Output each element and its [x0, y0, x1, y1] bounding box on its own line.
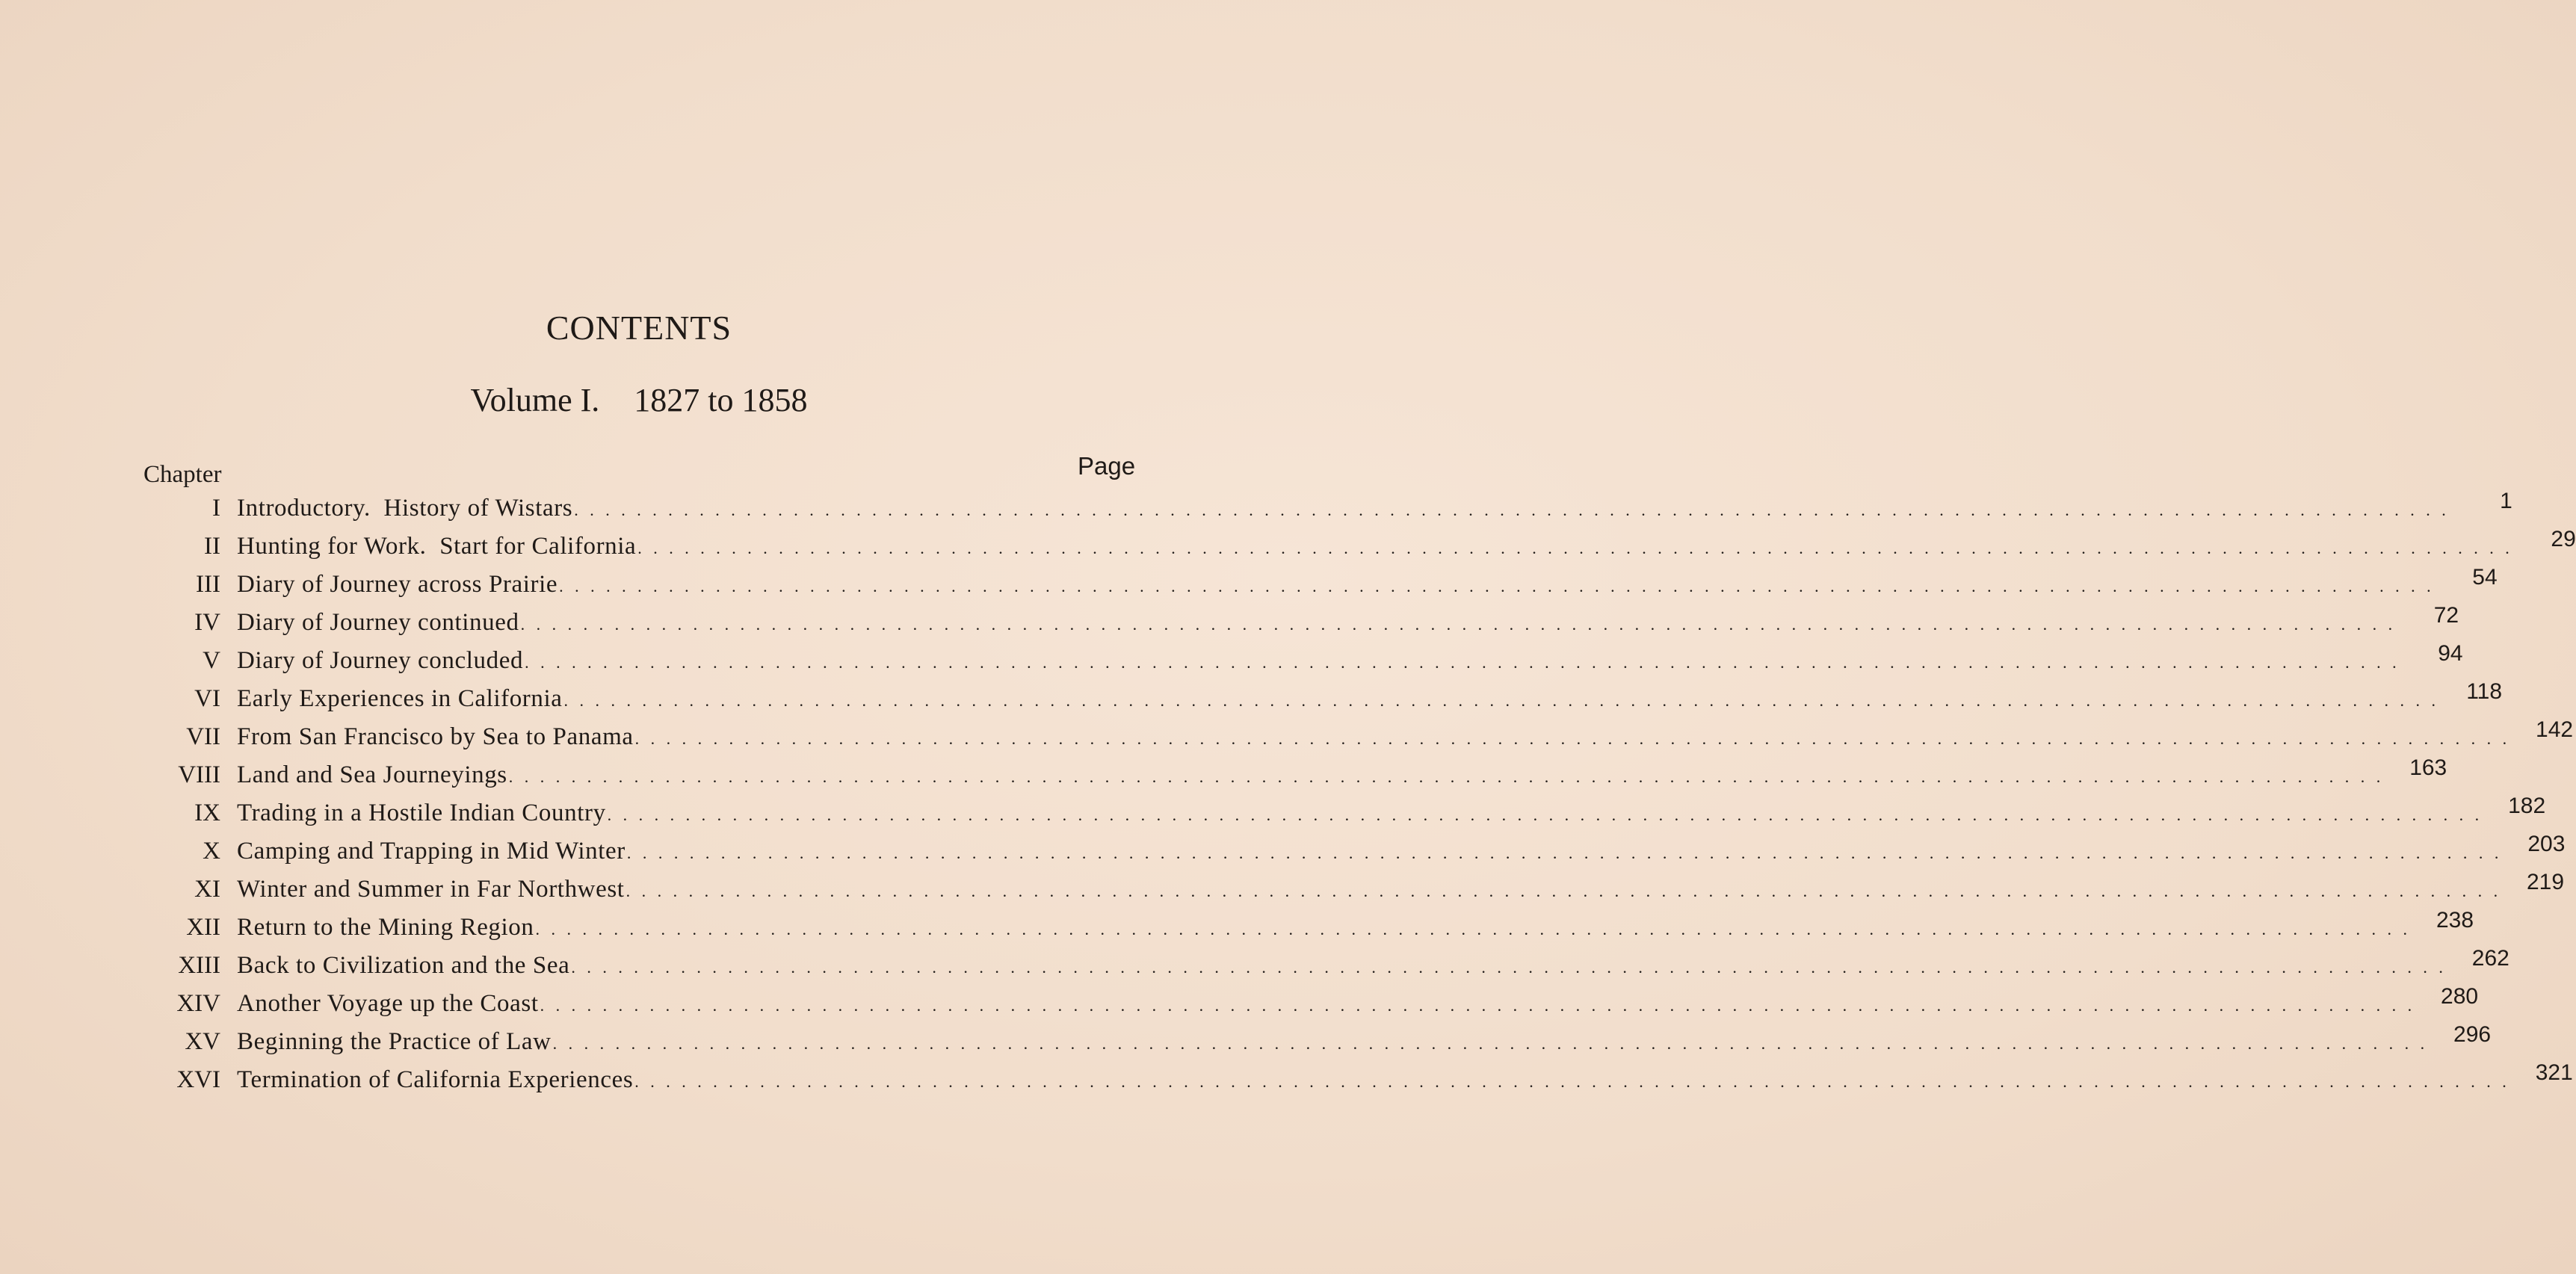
chapter-numeral: VIII — [178, 761, 220, 788]
toc-entry — [131, 794, 2546, 838]
chapter-numeral: XII — [186, 914, 220, 941]
chapter-title: Beginning the Practice of Law — [237, 1028, 552, 1055]
page-number: 296 — [2453, 1022, 2492, 1047]
toc-entry — [131, 870, 2565, 914]
volume-years: 1827 to 1858 — [634, 382, 808, 418]
chapter-numeral: XV — [185, 1028, 220, 1055]
chapter-entry — [237, 990, 2426, 1018]
chapter-entry — [237, 1066, 2521, 1094]
chapter-title: Early Experiences in California — [237, 685, 563, 712]
dot-leader: . . . . . . . . . . . . . . . . . . . . . . . . . . . . . . . . . . . . . . . . . . . . . . . . . . . . . . . . . . . . . . . . . . . . . . . . . . . . . . . . . . . . . . . . . . . . . . . . . . . . . . . . . . . . . . . . . . . . . . . . — [626, 844, 2503, 862]
chapter-column-header: Chapter — [143, 461, 222, 488]
page-number: 142 — [2536, 717, 2574, 742]
toc-entry — [131, 946, 2509, 990]
chapter-title: Diary of Journey concluded — [237, 647, 524, 674]
dot-leader: . . . . . . . . . . . . . . . . . . . . . . . . . . . . . . . . . . . . . . . . . . . . . . . . . . . . . . . . . . . . . . . . . . . . . . . . . . . . . . . . . . . . . . . . . . . . . . . . . . . . . . . . . . . . . . . . . . . . . . . . — [571, 958, 2447, 977]
chapter-title: Another Voyage up the Coast — [237, 990, 539, 1017]
chapter-title: Back to Civilization and the Sea — [237, 952, 570, 979]
toc-entry — [131, 1022, 2492, 1066]
chapter-numeral: V — [203, 647, 220, 674]
toc-entry — [131, 908, 2474, 952]
dot-leader: . . . . . . . . . . . . . . . . . . . . . . . . . . . . . . . . . . . . . . . . . . . . . . . . . . . . . . . . . . . . . . . . . . . . . . . . . . . . . . . . . . . . . . . . . . . . . . . . . . . . . . . . . . . . . . . . . . . . . . . . — [563, 691, 2440, 710]
toc-entry — [131, 832, 2566, 876]
toc-entry — [131, 489, 2512, 533]
dot-leader: . . . . . . . . . . . . . . . . . . . . . . . . . . . . . . . . . . . . . . . . . . . . . . . . . . . . . . . . . . . . . . . . . . . . . . . . . . . . . . . . . . . . . . . . . . . . . . . . . . . . . . . . . . . . . . . . . . . . . . . . — [520, 615, 2397, 634]
chapter-entry — [237, 914, 2421, 941]
chapter-numeral: II — [204, 533, 220, 560]
chapter-numeral: IV — [194, 609, 220, 636]
volume-label: Volume I. — [470, 382, 600, 418]
chapter-entry — [237, 647, 2411, 675]
page-column-header: Page — [1078, 452, 1136, 480]
page-number: 1 — [2500, 489, 2512, 513]
page-number: 219 — [2527, 870, 2565, 894]
contents-title: CONTENTS — [546, 309, 732, 347]
page-number: 182 — [2508, 794, 2546, 818]
chapter-numeral: XVI — [176, 1066, 220, 1093]
chapter-entry — [237, 495, 2460, 522]
chapter-numeral: VI — [194, 685, 220, 712]
dot-leader: . . . . . . . . . . . . . . . . . . . . . . . . . . . . . . . . . . . . . . . . . . . . . . . . . . . . . . . . . . . . . . . . . . . . . . . . . . . . . . . . . . . . . . . . . . . . . . . . . . . . . . . . . . . . . . . . . . . . . . . . — [626, 882, 2502, 900]
page-number: 203 — [2527, 832, 2566, 856]
chapter-entry — [237, 761, 2394, 789]
page-number: 280 — [2441, 984, 2479, 1009]
dot-leader: . . . . . . . . . . . . . . . . . . . . . . . . . . . . . . . . . . . . . . . . . . . . . . . . . . . . . . . . . . . . . . . . . . . . . . . . . . . . . . . . . . . . . . . . . . . . . . . . . . . . . . . . . . . . . . . . . . . . . . . . — [637, 539, 2513, 557]
chapter-title: Trading in a Hostile Indian Country — [237, 800, 606, 826]
volume-heading — [0, 381, 1278, 419]
chapter-entry — [237, 876, 2512, 903]
toc-entry — [131, 984, 2479, 1028]
toc-entry — [131, 679, 2503, 723]
page-number: 262 — [2471, 946, 2509, 971]
page-number: 118 — [2466, 679, 2503, 704]
chapter-title: Diary of Journey across Prairie — [237, 571, 558, 598]
chapter-entry — [237, 800, 2493, 827]
chapter-numeral: VII — [186, 723, 220, 750]
dot-leader: . . . . . . . . . . . . . . . . . . . . . . . . . . . . . . . . . . . . . . . . . . . . . . . . . . . . . . . . . . . . . . . . . . . . . . . . . . . . . . . . . . . . . . . . . . . . . . . . . . . . . . . . . . . . . . . . . . . . . . . . — [508, 767, 2385, 786]
dot-leader: . . . . . . . . . . . . . . . . . . . . . . . . . . . . . . . . . . . . . . . . . . . . . . . . . . . . . . . . . . . . . . . . . . . . . . . . . . . . . . . . . . . . . . . . . . . . . . . . . . . . . . . . . . . . . . . . . . . . . . . . — [540, 996, 2416, 1015]
chapter-title: Winter and Summer in Far Northwest — [237, 876, 625, 903]
chapter-entry — [237, 571, 2445, 599]
chapter-entry — [237, 609, 2406, 637]
chapter-entry — [237, 723, 2521, 751]
chapter-entry — [237, 1028, 2438, 1056]
page-number: 29 — [2551, 527, 2576, 551]
toc-entry — [131, 527, 2576, 571]
chapter-numeral: X — [203, 838, 220, 865]
dot-leader: . . . . . . . . . . . . . . . . . . . . . . . . . . . . . . . . . . . . . . . . . . . . . . . . . . . . . . . . . . . . . . . . . . . . . . . . . . . . . . . . . . . . . . . . . . . . . . . . . . . . . . . . . . . . . . . . . . . . . . . . — [525, 653, 2400, 672]
chapter-numeral: IX — [194, 800, 220, 826]
chapter-entry — [237, 838, 2512, 865]
dot-leader: . . . . . . . . . . . . . . . . . . . . . . . . . . . . . . . . . . . . . . . . . . . . . . . . . . . . . . . . . . . . . . . . . . . . . . . . . . . . . . . . . . . . . . . . . . . . . . . . . . . . . . . . . . . . . . . . . . . . . . . . — [552, 1034, 2429, 1053]
table-of-contents — [131, 489, 2576, 1104]
chapter-title: Camping and Trapping in Mid Winter — [237, 838, 626, 865]
chapter-entry — [237, 685, 2450, 713]
chapter-title: Hunting for Work. Start for California — [237, 533, 637, 560]
dot-leader: . . . . . . . . . . . . . . . . . . . . . . . . . . . . . . . . . . . . . . . . . . . . . . . . . . . . . . . . . . . . . . . . . . . . . . . . . . . . . . . . . . . . . . . . . . . . . . . . . . . . . . . . . . . . . . . . . . . . . . . . — [574, 501, 2450, 519]
chapter-title: Introductory. History of Wistars — [237, 495, 573, 522]
dot-leader: . . . . . . . . . . . . . . . . . . . . . . . . . . . . . . . . . . . . . . . . . . . . . . . . . . . . . . . . . . . . . . . . . . . . . . . . . . . . . . . . . . . . . . . . . . . . . . . . . . . . . . . . . . . . . . . . . . . . . . . . — [634, 729, 2511, 748]
page-number: 321 — [2535, 1060, 2573, 1085]
chapter-entry — [237, 533, 2524, 560]
chapter-numeral: XIII — [178, 952, 220, 979]
page-number: 94 — [2438, 641, 2463, 666]
page-number: 163 — [2409, 755, 2447, 780]
chapter-numeral: XIV — [176, 990, 220, 1017]
toc-entry — [131, 717, 2574, 761]
chapter-title: Termination of California Experiences — [237, 1066, 634, 1093]
page-number: 238 — [2436, 908, 2474, 933]
chapter-title: Diary of Journey continued — [237, 609, 519, 636]
chapter-numeral: I — [212, 495, 220, 522]
page-number: 54 — [2472, 565, 2498, 590]
toc-entry — [131, 603, 2459, 647]
dot-leader: . . . . . . . . . . . . . . . . . . . . . . . . . . . . . . . . . . . . . . . . . . . . . . . . . . . . . . . . . . . . . . . . . . . . . . . . . . . . . . . . . . . . . . . . . . . . . . . . . . . . . . . . . . . . . . . . . . . . . . . . — [634, 1072, 2510, 1091]
toc-entry — [131, 1060, 2573, 1104]
chapter-numeral: III — [196, 571, 220, 598]
chapter-entry — [237, 952, 2457, 980]
chapter-numeral: XI — [194, 876, 220, 903]
chapter-title: Land and Sea Journeyings — [237, 761, 507, 788]
page-number: 72 — [2433, 603, 2459, 628]
toc-entry — [131, 565, 2498, 609]
dot-leader: . . . . . . . . . . . . . . . . . . . . . . . . . . . . . . . . . . . . . . . . . . . . . . . . . . . . . . . . . . . . . . . . . . . . . . . . . . . . . . . . . . . . . . . . . . . . . . . . . . . . . . . . . . . . . . . . . . . . . . . . — [607, 805, 2483, 824]
chapter-title: Return to the Mining Region — [237, 914, 534, 941]
toc-entry — [131, 641, 2463, 685]
chapter-title: From San Francisco by Sea to Panama — [237, 723, 634, 750]
dot-leader: . . . . . . . . . . . . . . . . . . . . . . . . . . . . . . . . . . . . . . . . . . . . . . . . . . . . . . . . . . . . . . . . . . . . . . . . . . . . . . . . . . . . . . . . . . . . . . . . . . . . . . . . . . . . . . . . . . . . . . . . — [559, 577, 2435, 596]
toc-entry — [131, 755, 2447, 800]
dot-leader: . . . . . . . . . . . . . . . . . . . . . . . . . . . . . . . . . . . . . . . . . . . . . . . . . . . . . . . . . . . . . . . . . . . . . . . . . . . . . . . . . . . . . . . . . . . . . . . . . . . . . . . . . . . . . . . . . . . . . . . . — [535, 920, 2412, 939]
